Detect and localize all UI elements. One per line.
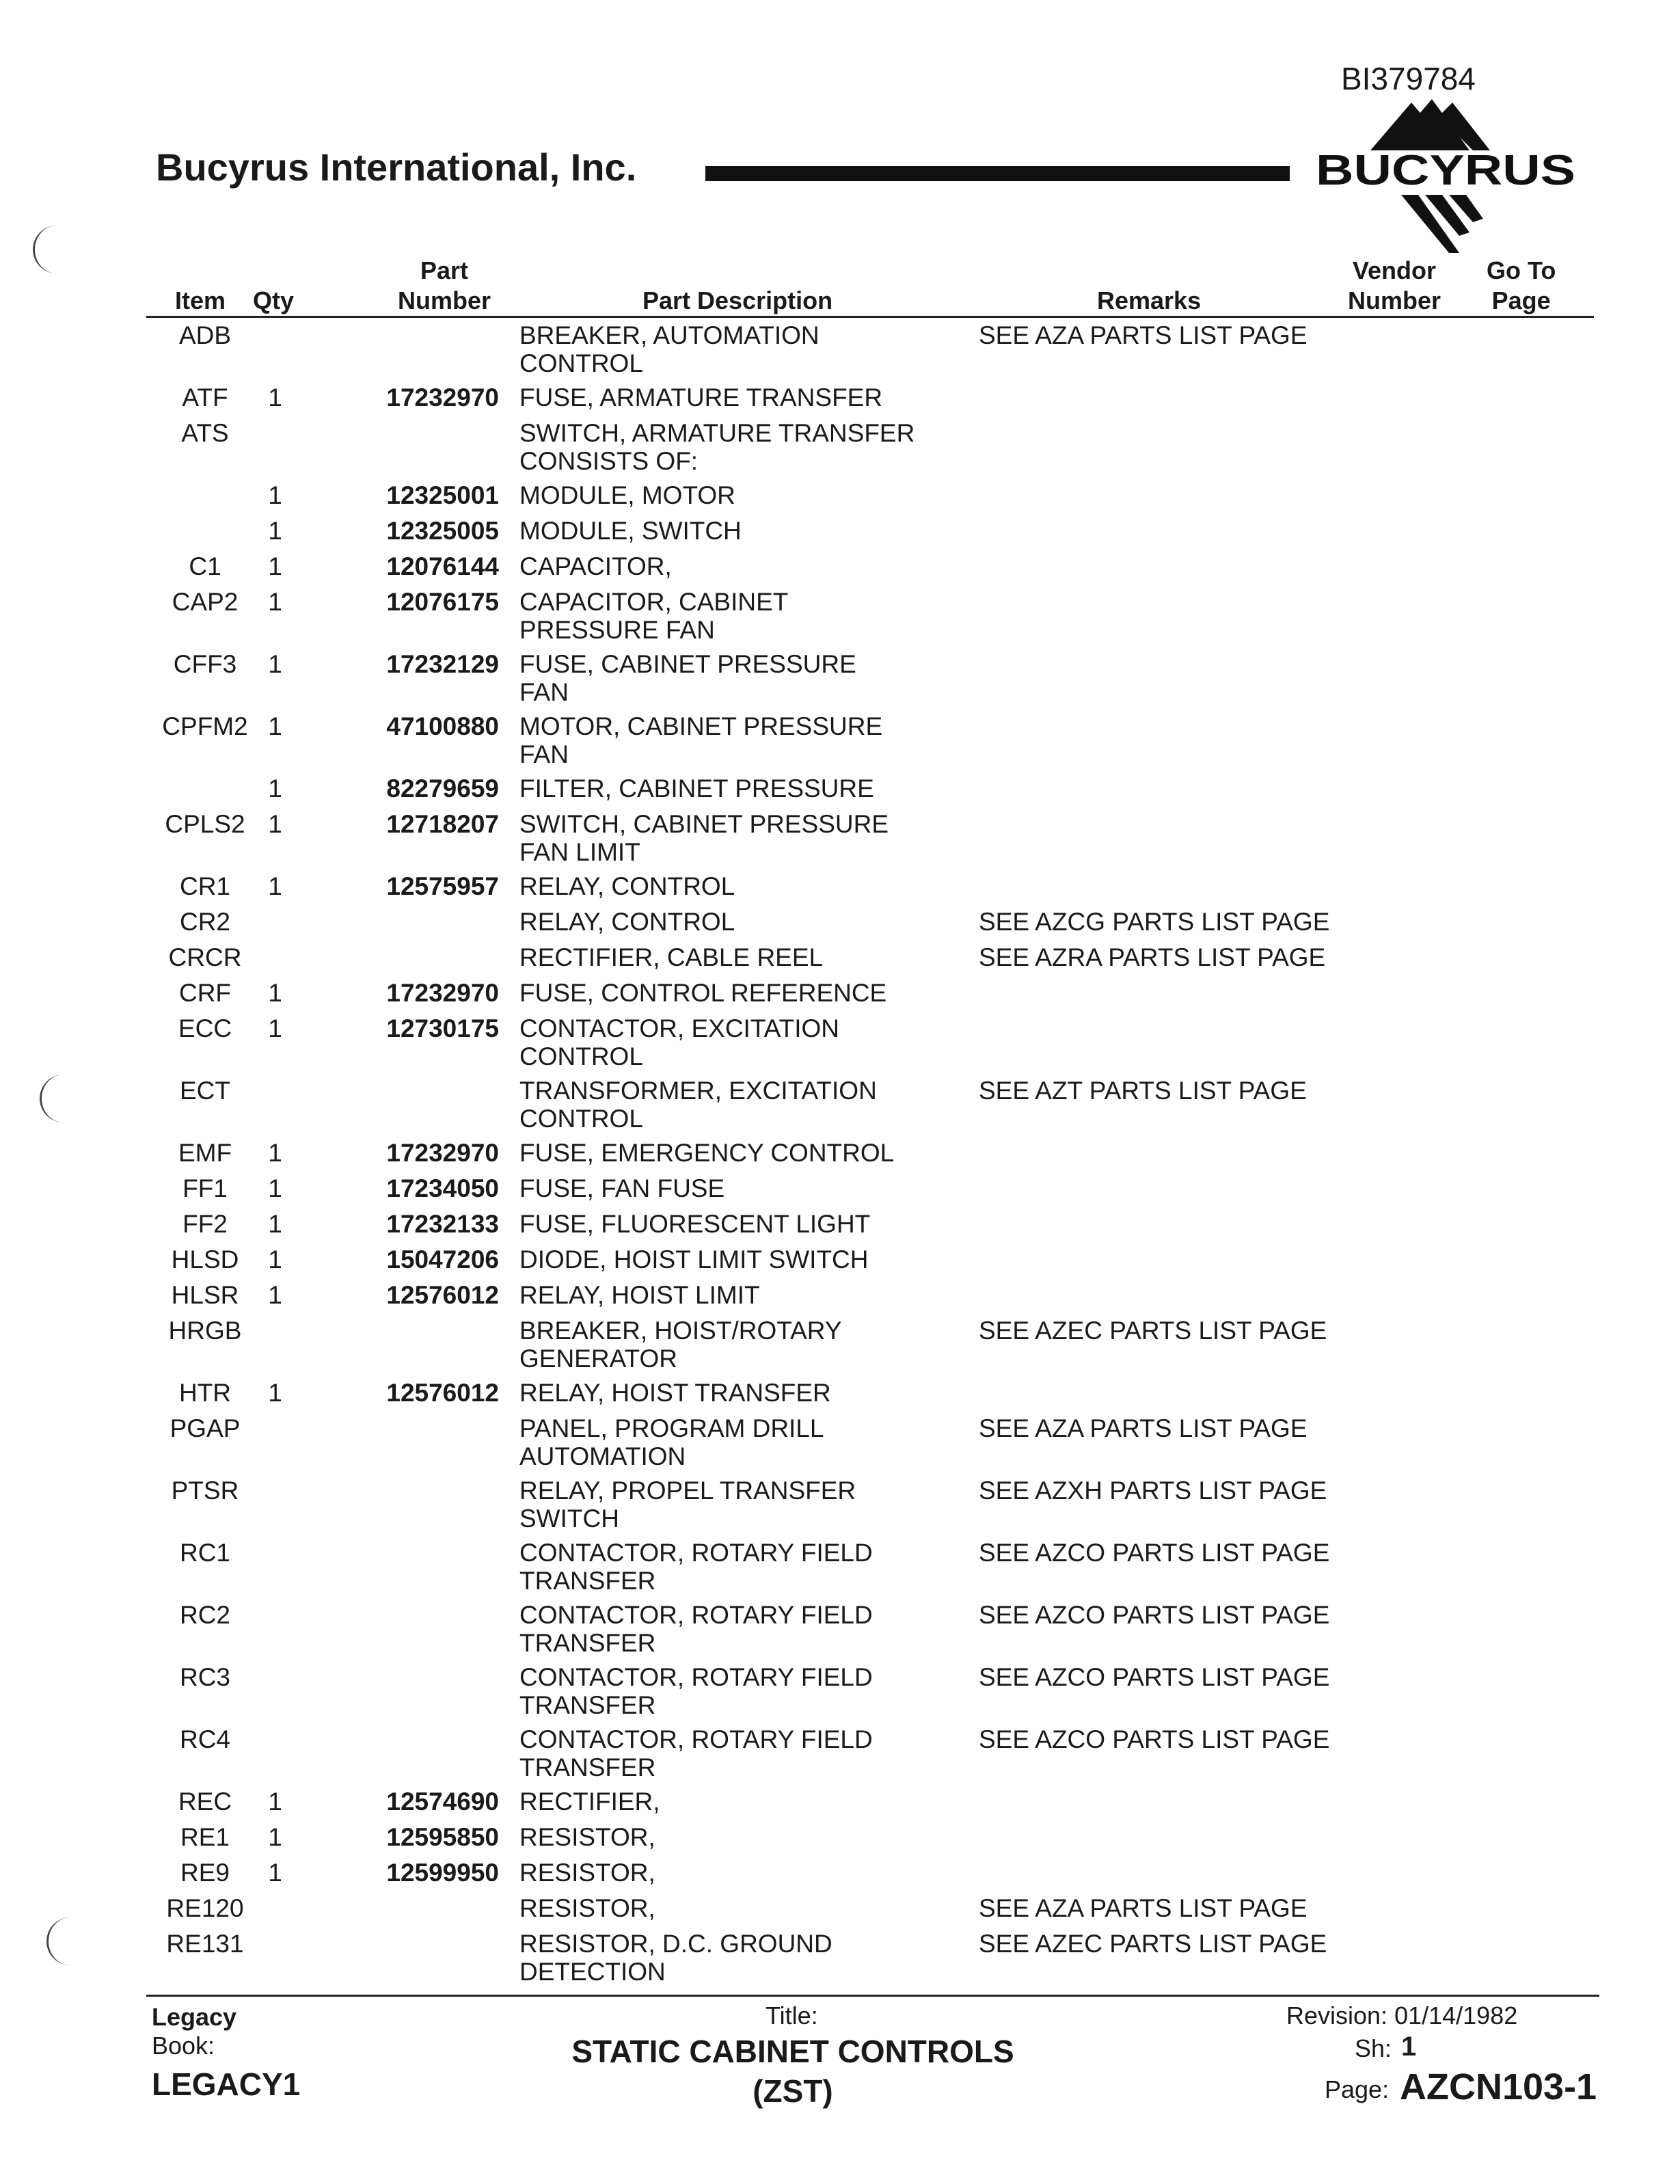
column-header-go-to-page: Go To Page	[1487, 256, 1556, 314]
table-row	[0, 1930, 1680, 1986]
row-part-description: RELAY, PROPEL TRANSFER SWITCH	[519, 1477, 856, 1533]
row-qty: 1	[268, 588, 282, 616]
row-item: RC3	[179, 1663, 231, 1691]
row-qty: 1	[268, 872, 282, 900]
row-part-description: CAPACITOR, CABINET PRESSURE FAN	[519, 588, 789, 644]
row-remarks: SEE AZCO PARTS LIST PAGE	[979, 1539, 1330, 1567]
row-qty: 1	[268, 517, 282, 545]
table-row	[0, 1823, 1680, 1857]
row-item: CPLS2	[165, 810, 245, 838]
row-part-description: CAPACITOR,	[519, 552, 672, 580]
row-item: C1	[189, 552, 221, 580]
row-part-description: FUSE, FAN FUSE	[519, 1174, 725, 1202]
row-part-number: 12595850	[386, 1823, 499, 1851]
row-item: CAP2	[172, 588, 239, 616]
row-item: CFF3	[173, 650, 237, 678]
document-id: BI379784	[1341, 61, 1476, 96]
row-part-number: 47100880	[386, 712, 499, 740]
table-row	[0, 321, 1680, 377]
row-part-description: SWITCH, ARMATURE TRANSFER CONSISTS OF:	[519, 419, 915, 475]
row-part-number: 12574690	[386, 1788, 499, 1816]
table-row	[0, 1210, 1680, 1244]
row-part-number: 15047206	[386, 1245, 499, 1273]
row-remarks: SEE AZCO PARTS LIST PAGE	[979, 1725, 1330, 1753]
table-row	[0, 1725, 1680, 1781]
title-label: Title:	[766, 2001, 818, 2030]
row-item: CRCR	[168, 943, 242, 971]
table-row	[0, 1317, 1680, 1373]
row-part-description: DIODE, HOIST LIMIT SWITCH	[519, 1245, 869, 1273]
row-qty: 1	[268, 810, 282, 838]
row-part-number: 12576012	[386, 1281, 499, 1309]
row-remarks: SEE AZA PARTS LIST PAGE	[979, 1894, 1308, 1922]
row-part-number: 17232970	[386, 383, 499, 412]
row-qty: 1	[268, 979, 282, 1007]
row-remarks: SEE AZA PARTS LIST PAGE	[979, 1414, 1308, 1442]
row-qty: 1	[268, 1281, 282, 1309]
row-remarks: SEE AZA PARTS LIST PAGE	[979, 321, 1308, 349]
row-part-description: MODULE, MOTOR	[519, 481, 735, 509]
row-item: RE9	[180, 1859, 230, 1887]
row-remarks: SEE AZCG PARTS LIST PAGE	[979, 908, 1330, 936]
column-header-qty: Qty	[253, 286, 295, 314]
row-item: HRGB	[168, 1317, 242, 1345]
row-item: HLSR	[171, 1281, 239, 1309]
row-part-number: 82279659	[386, 774, 499, 803]
table-row	[0, 1077, 1680, 1133]
document-subtitle: (ZST)	[753, 2073, 833, 2109]
row-part-description: BREAKER, AUTOMATION CONTROL	[519, 321, 819, 377]
revision-date: Revision: 01/14/1982	[1286, 2001, 1518, 2030]
row-part-description: CONTACTOR, ROTARY FIELD TRANSFER	[519, 1663, 873, 1719]
row-part-description: FUSE, EMERGENCY CONTROL	[519, 1139, 895, 1167]
row-part-number: 17232133	[386, 1210, 499, 1238]
row-part-description: CONTACTOR, EXCITATION CONTROL	[519, 1014, 839, 1070]
table-row	[0, 943, 1680, 978]
row-item: REC	[178, 1788, 232, 1816]
row-part-description: FUSE, FLUORESCENT LIGHT	[519, 1210, 871, 1238]
column-header-part-description: Part Description	[642, 286, 833, 314]
row-qty: 1	[268, 1014, 282, 1042]
row-remarks: SEE AZCO PARTS LIST PAGE	[979, 1601, 1330, 1629]
table-row	[0, 979, 1680, 1013]
row-item: CR2	[179, 908, 231, 936]
table-row	[0, 1174, 1680, 1209]
row-part-description: FUSE, ARMATURE TRANSFER	[519, 383, 883, 412]
row-remarks: SEE AZEC PARTS LIST PAGE	[979, 1317, 1327, 1345]
row-item: HTR	[178, 1379, 232, 1407]
row-item: ECT	[180, 1077, 230, 1105]
row-qty: 1	[268, 1245, 282, 1273]
table-row	[0, 517, 1680, 551]
row-remarks: SEE AZXH PARTS LIST PAGE	[979, 1477, 1327, 1505]
row-part-description: CONTACTOR, ROTARY FIELD TRANSFER	[519, 1725, 873, 1781]
table-row	[0, 552, 1680, 587]
row-item: ECC	[178, 1014, 232, 1042]
row-part-number: 12575957	[386, 872, 499, 900]
table-row	[0, 810, 1680, 866]
row-item: RC4	[179, 1725, 231, 1753]
row-item: CPFM2	[162, 712, 248, 740]
row-item: RE1	[180, 1823, 230, 1851]
row-part-number: 17234050	[386, 1174, 499, 1202]
table-row	[0, 712, 1680, 768]
table-row	[0, 1281, 1680, 1315]
row-item: CR1	[179, 872, 231, 900]
table-row	[0, 1014, 1680, 1070]
table-row	[0, 872, 1680, 906]
row-item: ATS	[181, 419, 229, 447]
column-header-item: Item	[175, 286, 226, 314]
table-row	[0, 1414, 1680, 1470]
row-part-number: 12730175	[386, 1014, 499, 1042]
legacy-book-value: LEGACY1	[152, 2066, 301, 2102]
row-part-description: RESISTOR,	[519, 1823, 655, 1851]
table-row	[0, 1788, 1680, 1822]
row-item: ATF	[182, 383, 228, 412]
row-qty: 1	[268, 712, 282, 740]
column-header-vendor-number: Vendor Number	[1348, 256, 1441, 314]
row-part-number: 12076144	[386, 552, 499, 580]
row-part-number: 17232970	[386, 979, 499, 1007]
row-part-description: RECTIFIER, CABLE REEL	[519, 943, 824, 971]
sheet-label: Sh:	[1355, 2034, 1392, 2062]
row-item: RC2	[179, 1601, 231, 1629]
footer-rule	[146, 1995, 1599, 1997]
row-remarks: SEE AZCO PARTS LIST PAGE	[979, 1663, 1330, 1691]
legacy-label: Legacy	[152, 2003, 237, 2031]
row-part-description: FILTER, CABINET PRESSURE	[519, 774, 874, 803]
table-row	[0, 1539, 1680, 1595]
row-item: FF2	[182, 1210, 228, 1238]
row-part-number: 12076175	[386, 588, 499, 616]
row-qty: 1	[268, 481, 282, 509]
row-item: RE131	[166, 1930, 244, 1958]
row-item: CRF	[178, 979, 232, 1007]
row-item: EMF	[178, 1139, 232, 1167]
table-row	[0, 588, 1680, 644]
row-item: HLSD	[171, 1245, 239, 1273]
table-row	[0, 1894, 1680, 1928]
table-row	[0, 1477, 1680, 1533]
row-qty: 1	[268, 1174, 282, 1202]
row-qty: 1	[268, 1823, 282, 1851]
row-part-number: 12599950	[386, 1859, 499, 1887]
table-row	[0, 1245, 1680, 1280]
row-qty: 1	[268, 383, 282, 412]
row-part-description: PANEL, PROGRAM DRILL AUTOMATION	[519, 1414, 824, 1470]
row-part-description: RECTIFIER,	[519, 1788, 660, 1816]
row-part-description: RESISTOR, D.C. GROUND DETECTION	[519, 1930, 832, 1986]
table-row	[0, 419, 1680, 475]
row-part-description: CONTACTOR, ROTARY FIELD TRANSFER	[519, 1539, 873, 1595]
row-part-number: 12325001	[386, 481, 499, 509]
row-part-description: RELAY, HOIST TRANSFER	[519, 1379, 831, 1407]
row-part-description: RELAY, CONTROL	[519, 872, 735, 900]
row-part-number: 12576012	[386, 1379, 499, 1407]
row-item: RC1	[179, 1539, 231, 1567]
row-qty: 1	[268, 1788, 282, 1816]
document-title: STATIC CABINET CONTROLS	[571, 2034, 1014, 2069]
row-qty: 1	[268, 774, 282, 803]
page-label: Page:	[1325, 2075, 1390, 2103]
row-part-description: TRANSFORMER, EXCITATION CONTROL	[519, 1077, 877, 1133]
sheet-number: 1	[1401, 2032, 1417, 2062]
book-label: Book:	[152, 2032, 215, 2060]
row-qty: 1	[268, 650, 282, 678]
column-header-part-number: Part Number	[397, 256, 491, 314]
row-part-description: RELAY, CONTROL	[519, 908, 735, 936]
table-row	[0, 908, 1680, 942]
table-row	[0, 774, 1680, 809]
column-header-remarks: Remarks	[1097, 286, 1202, 314]
row-item: ADB	[178, 321, 232, 349]
page-number: AZCN103-1	[1400, 2066, 1597, 2107]
row-part-description: RESISTOR,	[519, 1859, 655, 1887]
row-item: PTSR	[171, 1477, 239, 1505]
row-part-number: 12325005	[386, 517, 499, 545]
table-row	[0, 1139, 1680, 1173]
row-part-description: BREAKER, HOIST/ROTARY GENERATOR	[519, 1317, 842, 1373]
row-part-description: FUSE, CABINET PRESSURE FAN	[519, 650, 856, 706]
table-row	[0, 1601, 1680, 1657]
row-item: RE120	[166, 1894, 244, 1922]
row-part-description: MODULE, SWITCH	[519, 517, 742, 545]
row-qty: 1	[268, 1139, 282, 1167]
row-part-number: 12718207	[386, 810, 499, 838]
row-item: PGAP	[170, 1414, 241, 1442]
table-row	[0, 481, 1680, 515]
row-qty: 1	[268, 1859, 282, 1887]
company-name: Bucyrus International, Inc.	[156, 146, 637, 189]
table-row	[0, 1663, 1680, 1719]
row-item: FF1	[182, 1174, 228, 1202]
row-remarks: SEE AZT PARTS LIST PAGE	[979, 1077, 1307, 1105]
row-part-description: RELAY, HOIST LIMIT	[519, 1281, 760, 1309]
table-row	[0, 383, 1680, 418]
table-row	[0, 1379, 1680, 1413]
row-remarks: SEE AZEC PARTS LIST PAGE	[979, 1930, 1327, 1958]
row-qty: 1	[268, 1379, 282, 1407]
row-part-description: MOTOR, CABINET PRESSURE FAN	[519, 712, 883, 768]
table-row	[0, 1859, 1680, 1893]
row-part-number: 17232970	[386, 1139, 499, 1167]
row-part-description: RESISTOR,	[519, 1894, 655, 1922]
row-part-description: FUSE, CONTROL REFERENCE	[519, 979, 887, 1007]
row-qty: 1	[268, 552, 282, 580]
row-remarks: SEE AZRA PARTS LIST PAGE	[979, 943, 1326, 971]
logo-wordmark: BUCYRUS	[1316, 147, 1575, 194]
table-row	[0, 650, 1680, 706]
row-part-description: CONTACTOR, ROTARY FIELD TRANSFER	[519, 1601, 873, 1657]
row-qty: 1	[268, 1210, 282, 1238]
row-part-number: 17232129	[386, 650, 499, 678]
row-part-description: SWITCH, CABINET PRESSURE FAN LIMIT	[519, 810, 889, 866]
